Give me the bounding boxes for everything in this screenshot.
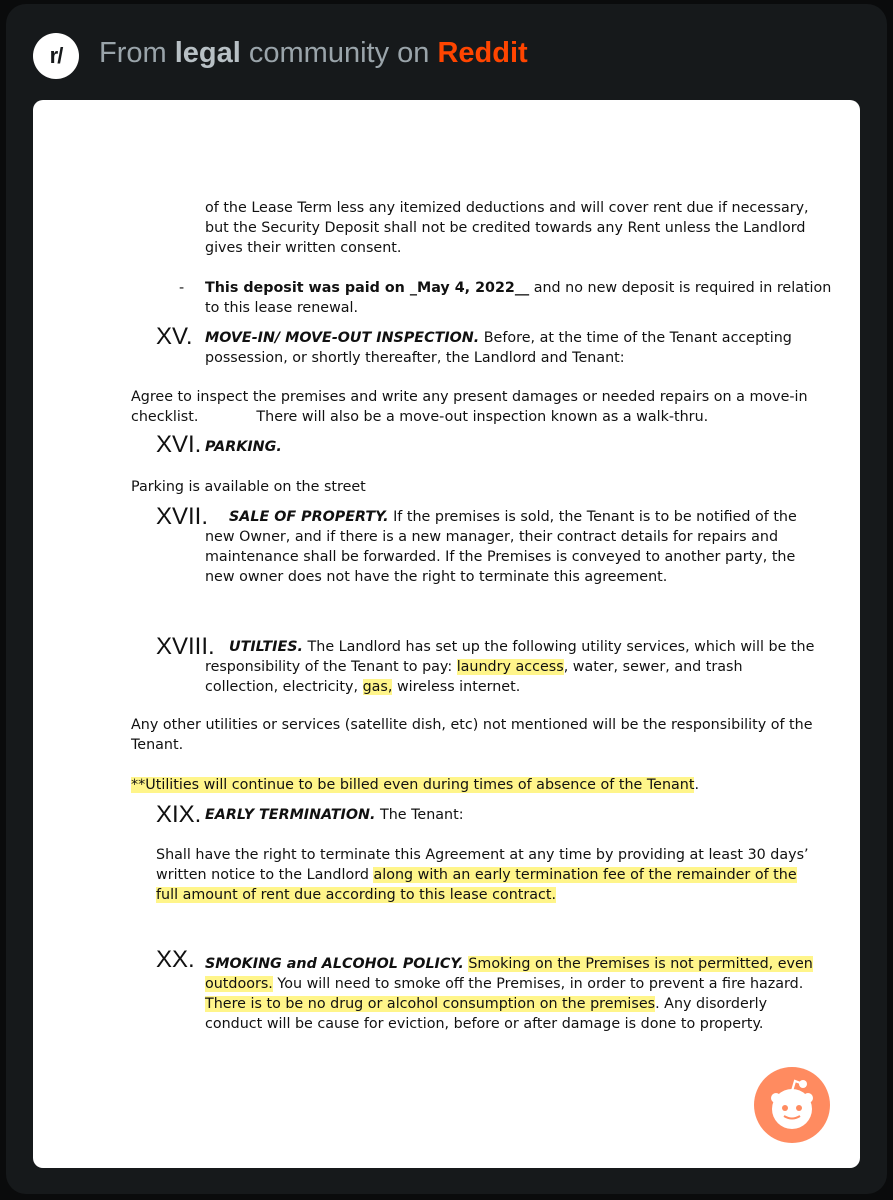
highlight-termination-fee: full amount of rent due according to this lease contract. [156, 887, 557, 903]
text-line [205, 994, 813, 1014]
text-line [205, 954, 813, 974]
text-line: of the Lease Term less any itemized deductions and will cover rent due if necessary, [205, 200, 809, 216]
highlight-termination-fee: along with an early termination fee of the remainder of the [373, 867, 797, 883]
section-number-xviii: XVIII. [156, 633, 215, 660]
header-middle: community on [240, 37, 438, 69]
section-title: MOVE-IN/ MOVE-OUT INSPECTION. [205, 330, 480, 346]
text-line: maintenance shall be forwarded. If the Premises is conveyed to another party, the [205, 549, 796, 565]
text-line [205, 278, 831, 298]
text-span: . Any disorderly [655, 996, 768, 1012]
text-span: If the premises is sold, the Tenant is to be notified of the [388, 509, 797, 525]
header-title [99, 37, 528, 70]
text-line: Tenant. [131, 737, 184, 753]
reddit-r-logo-icon[interactable] [33, 33, 79, 79]
section-xx [205, 954, 813, 1034]
text-line: Agree to inspect the premises and write any present damages or needed repairs on a move-in [131, 389, 808, 405]
section-title: SALE OF PROPERTY. [229, 509, 389, 525]
text-line [205, 974, 813, 994]
section-number-xx: XX. [156, 946, 195, 973]
logo-text: r/ [49, 43, 63, 68]
section-title-parking: PARKING. [205, 439, 282, 455]
section-title: SMOKING and ALCOHOL POLICY. [205, 956, 464, 972]
post-header [33, 33, 853, 81]
section-xvii [205, 507, 797, 587]
deposit-note [205, 278, 831, 318]
utilities-note [131, 775, 699, 795]
section-xv-body [131, 387, 831, 427]
text-line: Any other utilities or services (satellite dish, etc) not mentioned will be the responsibility of the [131, 717, 813, 733]
bullet-dash: - [179, 280, 185, 296]
text-span: collection, electricity, [205, 679, 363, 695]
deposit-date-bold: This deposit was paid on _May 4, 2022__ [205, 280, 530, 296]
text-span: , water, sewer, and trash [563, 659, 743, 675]
document-image [33, 100, 860, 1168]
section-number-xv: XV. [156, 323, 193, 350]
header-prefix: From [99, 37, 175, 69]
section-xviii [205, 637, 814, 697]
text-span: . [694, 777, 699, 793]
section-number-xvi: XVI. [156, 431, 202, 458]
reddit-snoo-icon[interactable] [754, 1067, 830, 1143]
highlight-utilities-note: **Utilities will continue to be billed even during times of absence of the Tenant [131, 777, 695, 793]
text-span: checklist. [131, 409, 199, 425]
community-name[interactable]: legal [174, 37, 241, 69]
section-xix-body [156, 845, 809, 905]
text-span: You will need to smoke off the Premises, in order to prevent a fire hazard. [272, 976, 804, 992]
text-line: gives their written consent. [205, 240, 402, 256]
text-span: The Tenant: [375, 807, 464, 823]
text-span: The Landlord has set up the following utility services, which will be the [303, 639, 815, 655]
text-line: conduct will be cause for eviction, before or after damage is done to property. [205, 1016, 764, 1032]
parking-body: Parking is available on the street [131, 479, 366, 495]
section-title: EARLY TERMINATION. [205, 807, 376, 823]
section-number-xvii: XVII. [156, 503, 209, 530]
highlight-gas: gas, [362, 679, 393, 695]
text-line [205, 328, 792, 348]
brand-name[interactable]: Reddit [437, 37, 528, 69]
text-line [205, 657, 814, 677]
text-line [131, 407, 831, 427]
text-line: new Owner, and if there is a new manager, their contract details for repairs and [205, 529, 779, 545]
text-span: wireless internet. [392, 679, 521, 695]
text-line [156, 885, 809, 905]
text-span: written notice to the Landlord [156, 867, 374, 883]
text-span: There will also be a move-out inspection known as a walk-thru. [256, 409, 709, 425]
text-span: responsibility of the Tenant to pay: [205, 659, 457, 675]
section-xix-heading [205, 805, 464, 825]
section-xv-heading [205, 328, 792, 368]
highlight-smoking: outdoors. [205, 976, 273, 992]
highlight-smoking: Smoking on the Premises is not permitted, even [468, 956, 813, 972]
text-span: Before, at the time of the Tenant accepting [479, 330, 792, 346]
utilities-other [131, 715, 841, 755]
highlight-laundry: laundry access [456, 659, 564, 675]
section-title: UTILTIES. [229, 639, 303, 655]
text-line [156, 865, 809, 885]
text-line [205, 677, 814, 697]
highlight-alcohol: There is to be no drug or alcohol consumption on the premises [205, 996, 656, 1012]
deposit-tail [205, 198, 809, 258]
text-line [205, 507, 797, 527]
text-span: and no new deposit is required in relation [529, 280, 832, 296]
section-number-xix: XIX. [156, 801, 202, 828]
text-line [205, 637, 814, 657]
text-line: but the Security Deposit shall not be credited towards any Rent unless the Landlord [205, 220, 806, 236]
text-line: to this lease renewal. [205, 300, 359, 316]
text-line: possession, or shortly thereafter, the Landlord and Tenant: [205, 350, 625, 366]
lease-document [33, 100, 860, 1168]
text-line: new owner does not have the right to terminate this agreement. [205, 569, 668, 585]
text-line: Shall have the right to terminate this Agreement at any time by providing at least 30 days’ [156, 847, 809, 863]
